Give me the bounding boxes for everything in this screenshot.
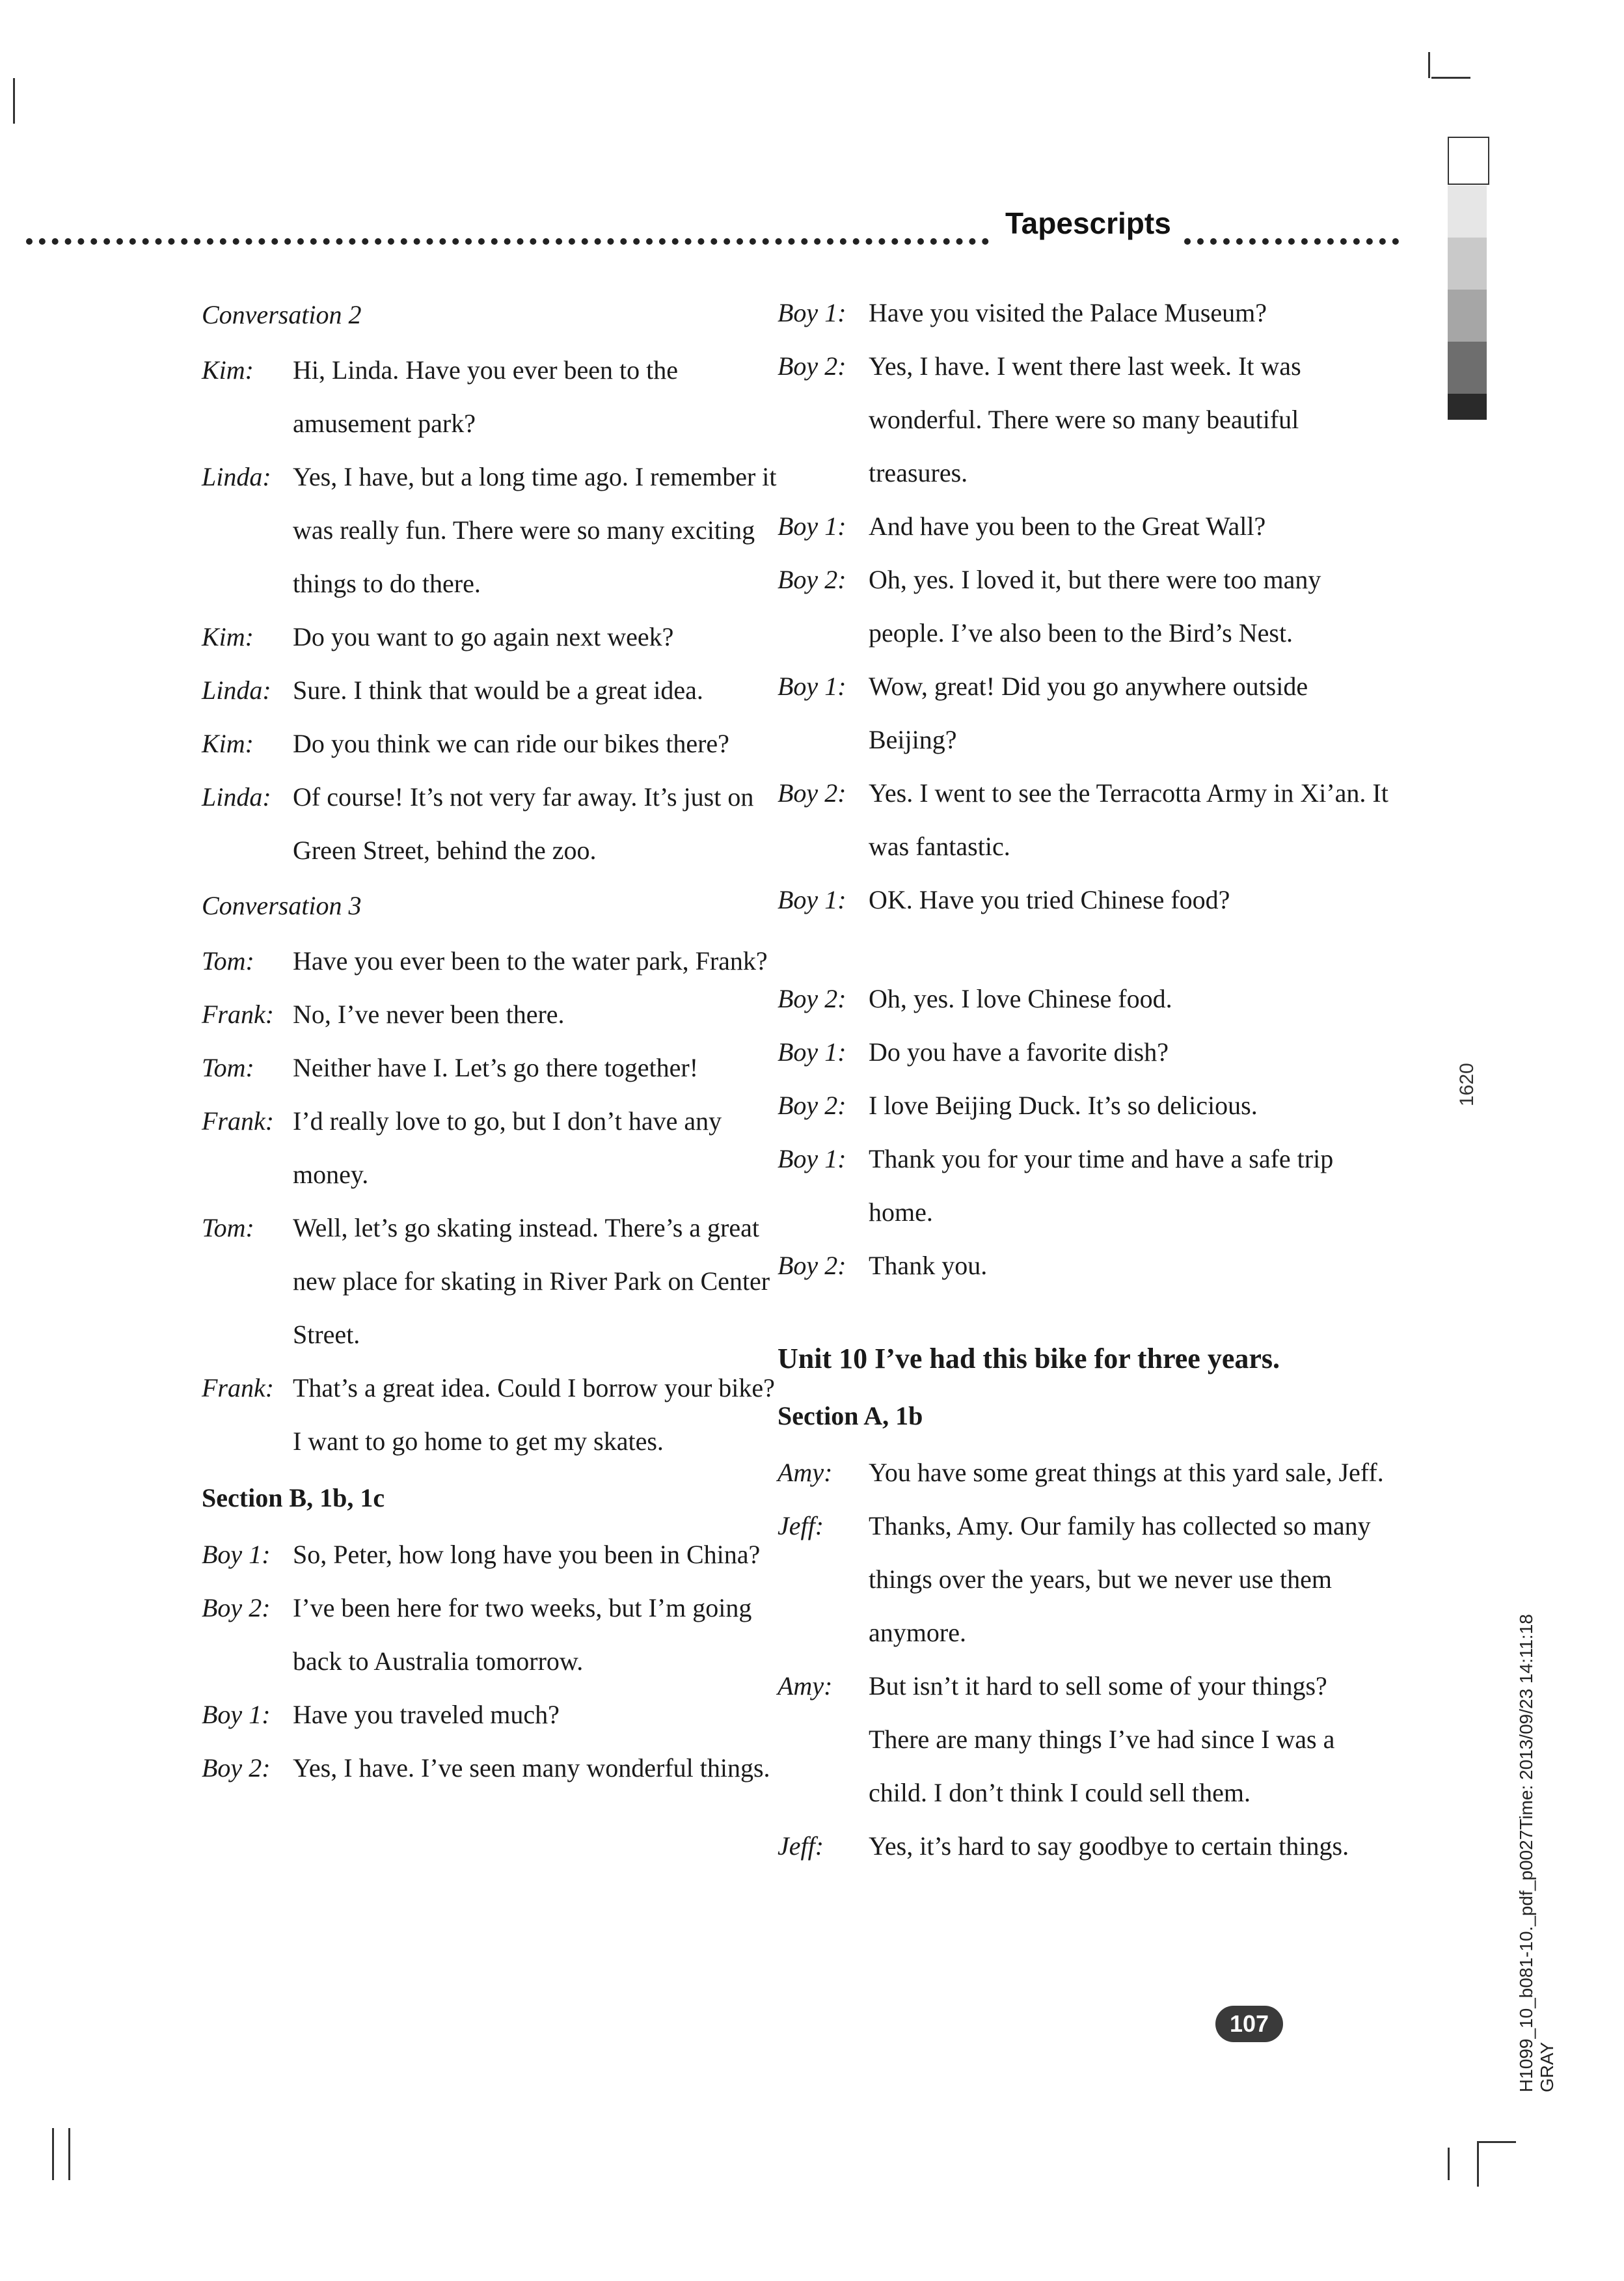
- crop-mark: [1477, 2141, 1516, 2143]
- crop-mark: [1428, 52, 1430, 78]
- header-dots: [26, 221, 1457, 260]
- speaker-label: Boy 2:: [778, 984, 846, 1013]
- dialogue-text: You have some great things at this yard sale, Jeff.: [869, 1458, 1384, 1487]
- dialogue-text: Hi, Linda. Have you ever been to the amusement park?: [293, 355, 679, 438]
- dialogue-turn: [202, 1741, 787, 1795]
- dialogue-text: Do you want to go again next week?: [293, 622, 674, 651]
- speaker-label: Boy 1:: [778, 512, 846, 541]
- dialogue-turn: [778, 1239, 1389, 1292]
- dialogue-text: Yes, I have. I went there last week. It was wonderful. There were so many beautiful treasures.: [869, 351, 1301, 487]
- dialogue-turn: [202, 1095, 787, 1201]
- crop-mark: [1448, 2148, 1450, 2180]
- speaker-label: Linda:: [202, 462, 271, 491]
- speaker-label: Boy 2:: [778, 778, 846, 808]
- dialogue-text: I love Beijing Duck. It’s so delicious.: [869, 1091, 1258, 1120]
- dialogue-text: Have you visited the Palace Museum?: [869, 298, 1267, 327]
- dialogue-text: Oh, yes. I love Chinese food.: [869, 984, 1172, 1013]
- dialogue-turn: [202, 717, 787, 771]
- dialogue-text: Yes, it’s hard to say goodbye to certain things.: [869, 1831, 1349, 1861]
- page-title: Tapescripts: [1005, 206, 1171, 240]
- dialogue-turn: [778, 767, 1389, 873]
- speaker-label: Frank:: [202, 1373, 275, 1402]
- speaker-label: Boy 1:: [778, 1144, 846, 1173]
- dialogue-turn: [202, 450, 787, 610]
- speaker-label: Tom:: [202, 1213, 254, 1242]
- right-column: [778, 286, 1389, 1873]
- side-code: 1620: [1456, 1063, 1478, 1106]
- dialogue-text: I’d really love to go, but I don’t have any money.: [293, 1106, 722, 1189]
- dialogue-text: Yes, I have, but a long time ago. I remember it was really fun. There were so many exciting things to do there.: [293, 462, 777, 598]
- dialogue-turn: [778, 500, 1389, 553]
- speaker-label: Frank:: [202, 1000, 275, 1029]
- dialogue-turn: [778, 1132, 1389, 1239]
- dialogue-turn: [778, 286, 1389, 340]
- dialogue-text: Neither have I. Let’s go there together!: [293, 1053, 699, 1082]
- speaker-label: Boy 1:: [202, 1540, 271, 1569]
- dialogue-text: I’ve been here for two weeks, but I’m going back to Australia tomorrow.: [293, 1593, 752, 1676]
- speaker-label: Jeff:: [778, 1511, 824, 1540]
- dialogue-turn: [202, 344, 787, 450]
- dialogue-text: And have you been to the Great Wall?: [869, 512, 1266, 541]
- dialogue-text: Sure. I think that would be a great idea.: [293, 676, 703, 705]
- dialogue-text: Have you ever been to the water park, Frank?: [293, 946, 768, 976]
- speaker-label: Linda:: [202, 676, 271, 705]
- crop-mark: [68, 2128, 70, 2180]
- dialogue-turn: [202, 771, 787, 877]
- dialogue-text: But isn’t it hard to sell some of your things? There are many things I’ve had since I was a child. I don’t think I could sell them.: [869, 1671, 1335, 1807]
- dialogue-turn: [202, 610, 787, 664]
- dialogue-text: Have you traveled much?: [293, 1700, 560, 1729]
- speaker-label: Boy 2:: [778, 351, 846, 381]
- speaker-label: Frank:: [202, 1106, 275, 1136]
- speaker-label: Boy 1:: [202, 1700, 271, 1729]
- speaker-label: Boy 1:: [778, 298, 846, 327]
- side-meta-line2: GRAY: [1537, 2042, 1557, 2092]
- dialogue-text: So, Peter, how long have you been in China?: [293, 1540, 761, 1569]
- dialogue-turn: [778, 1026, 1389, 1079]
- dialogue-text: That’s a great idea. Could I borrow your bike? I want to go home to get my skates.: [293, 1373, 775, 1456]
- speaker-label: Boy 1:: [778, 672, 846, 701]
- dialogue-turn: [778, 873, 1389, 927]
- dialogue-turn: [778, 1446, 1389, 1499]
- dialogue-turn: [778, 553, 1389, 660]
- dialogue-text: No, I’ve never been there.: [293, 1000, 565, 1029]
- unit-title: Unit 10 I’ve had this bike for three years.: [778, 1343, 1280, 1374]
- speaker-label: Boy 2:: [202, 1753, 271, 1782]
- speaker-label: Tom:: [202, 1053, 254, 1082]
- dialogue-text: Yes. I went to see the Terracotta Army in Xi’an. It was fantastic.: [869, 778, 1388, 861]
- dialogue-turn: [202, 1041, 787, 1095]
- crop-mark: [1477, 2141, 1479, 2187]
- dialogue-turn: [202, 1688, 787, 1741]
- dialogue-turn: [778, 1499, 1389, 1660]
- speaker-label: Kim:: [202, 729, 254, 758]
- crop-mark: [1431, 77, 1470, 79]
- dialogue-text: Of course! It’s not very far away. It’s just on Green Street, behind the zoo.: [293, 782, 754, 865]
- dialogue-turn: [202, 1361, 787, 1468]
- conversation-title: Conversation 3: [202, 891, 362, 920]
- dialogue-turn: [202, 664, 787, 717]
- dialogue-turn: [202, 1201, 787, 1361]
- dialogue-text: Wow, great! Did you go anywhere outside Beijing?: [869, 672, 1308, 754]
- speaker-label: Amy:: [778, 1458, 833, 1487]
- dialogue-text: Do you think we can ride our bikes there?: [293, 729, 729, 758]
- dialogue-text: Well, let’s go skating instead. There’s a great new place for skating in River Park on Center Street.: [293, 1213, 770, 1349]
- speaker-label: Boy 2:: [778, 565, 846, 594]
- speaker-label: Boy 2:: [202, 1593, 271, 1622]
- speaker-label: Boy 2:: [778, 1091, 846, 1120]
- speaker-label: Jeff:: [778, 1831, 824, 1861]
- dialogue-turn: [202, 988, 787, 1041]
- dialogue-turn: [778, 1079, 1389, 1132]
- crop-mark: [52, 2128, 54, 2180]
- dialogue-text: Thanks, Amy. Our family has collected so many things over the years, but we never use them anymore.: [869, 1511, 1371, 1647]
- side-meta-line1: H1099_10_b081-10._pdf_p0027Time: 2013/09/23 14:11:18: [1516, 1614, 1536, 2092]
- speaker-label: Linda:: [202, 782, 271, 812]
- section-title: Section B, 1b, 1c: [202, 1483, 385, 1512]
- speaker-label: Tom:: [202, 946, 254, 976]
- dialogue-text: OK. Have you tried Chinese food?: [869, 885, 1230, 914]
- speaker-label: Boy 1:: [778, 1037, 846, 1067]
- dialogue-text: Do you have a favorite dish?: [869, 1037, 1169, 1067]
- speaker-label: Amy:: [778, 1671, 833, 1701]
- section-title: Section A, 1b: [778, 1401, 923, 1430]
- speaker-label: Kim:: [202, 622, 254, 651]
- page-number: 107: [1215, 2006, 1283, 2042]
- dialogue-text: Thank you for your time and have a safe trip home.: [869, 1144, 1334, 1227]
- speaker-label: Boy 2:: [778, 1251, 846, 1280]
- speaker-label: Boy 1:: [778, 885, 846, 914]
- conversation-title: Conversation 2: [202, 300, 362, 329]
- dialogue-text: Oh, yes. I loved it, but there were too many people. I’ve also been to the Bird’s Nest.: [869, 565, 1321, 648]
- dialogue-turn: [778, 1660, 1389, 1820]
- speaker-label: Kim:: [202, 355, 254, 385]
- dialogue-turn: [778, 1820, 1389, 1873]
- dialogue-turn: [202, 935, 787, 988]
- dialogue-turn: [778, 972, 1389, 1026]
- side-meta: [1516, 1614, 1558, 2092]
- dialogue-turn: [778, 660, 1389, 767]
- crop-mark: [13, 78, 15, 124]
- dialogue-text: Yes, I have. I’ve seen many wonderful things.: [293, 1753, 770, 1782]
- left-column: [202, 286, 787, 1795]
- dialogue-turn: [202, 1528, 787, 1581]
- dialogue-turn: [202, 1581, 787, 1688]
- dialogue-turn: [778, 340, 1389, 500]
- dialogue-text: Thank you.: [869, 1251, 988, 1280]
